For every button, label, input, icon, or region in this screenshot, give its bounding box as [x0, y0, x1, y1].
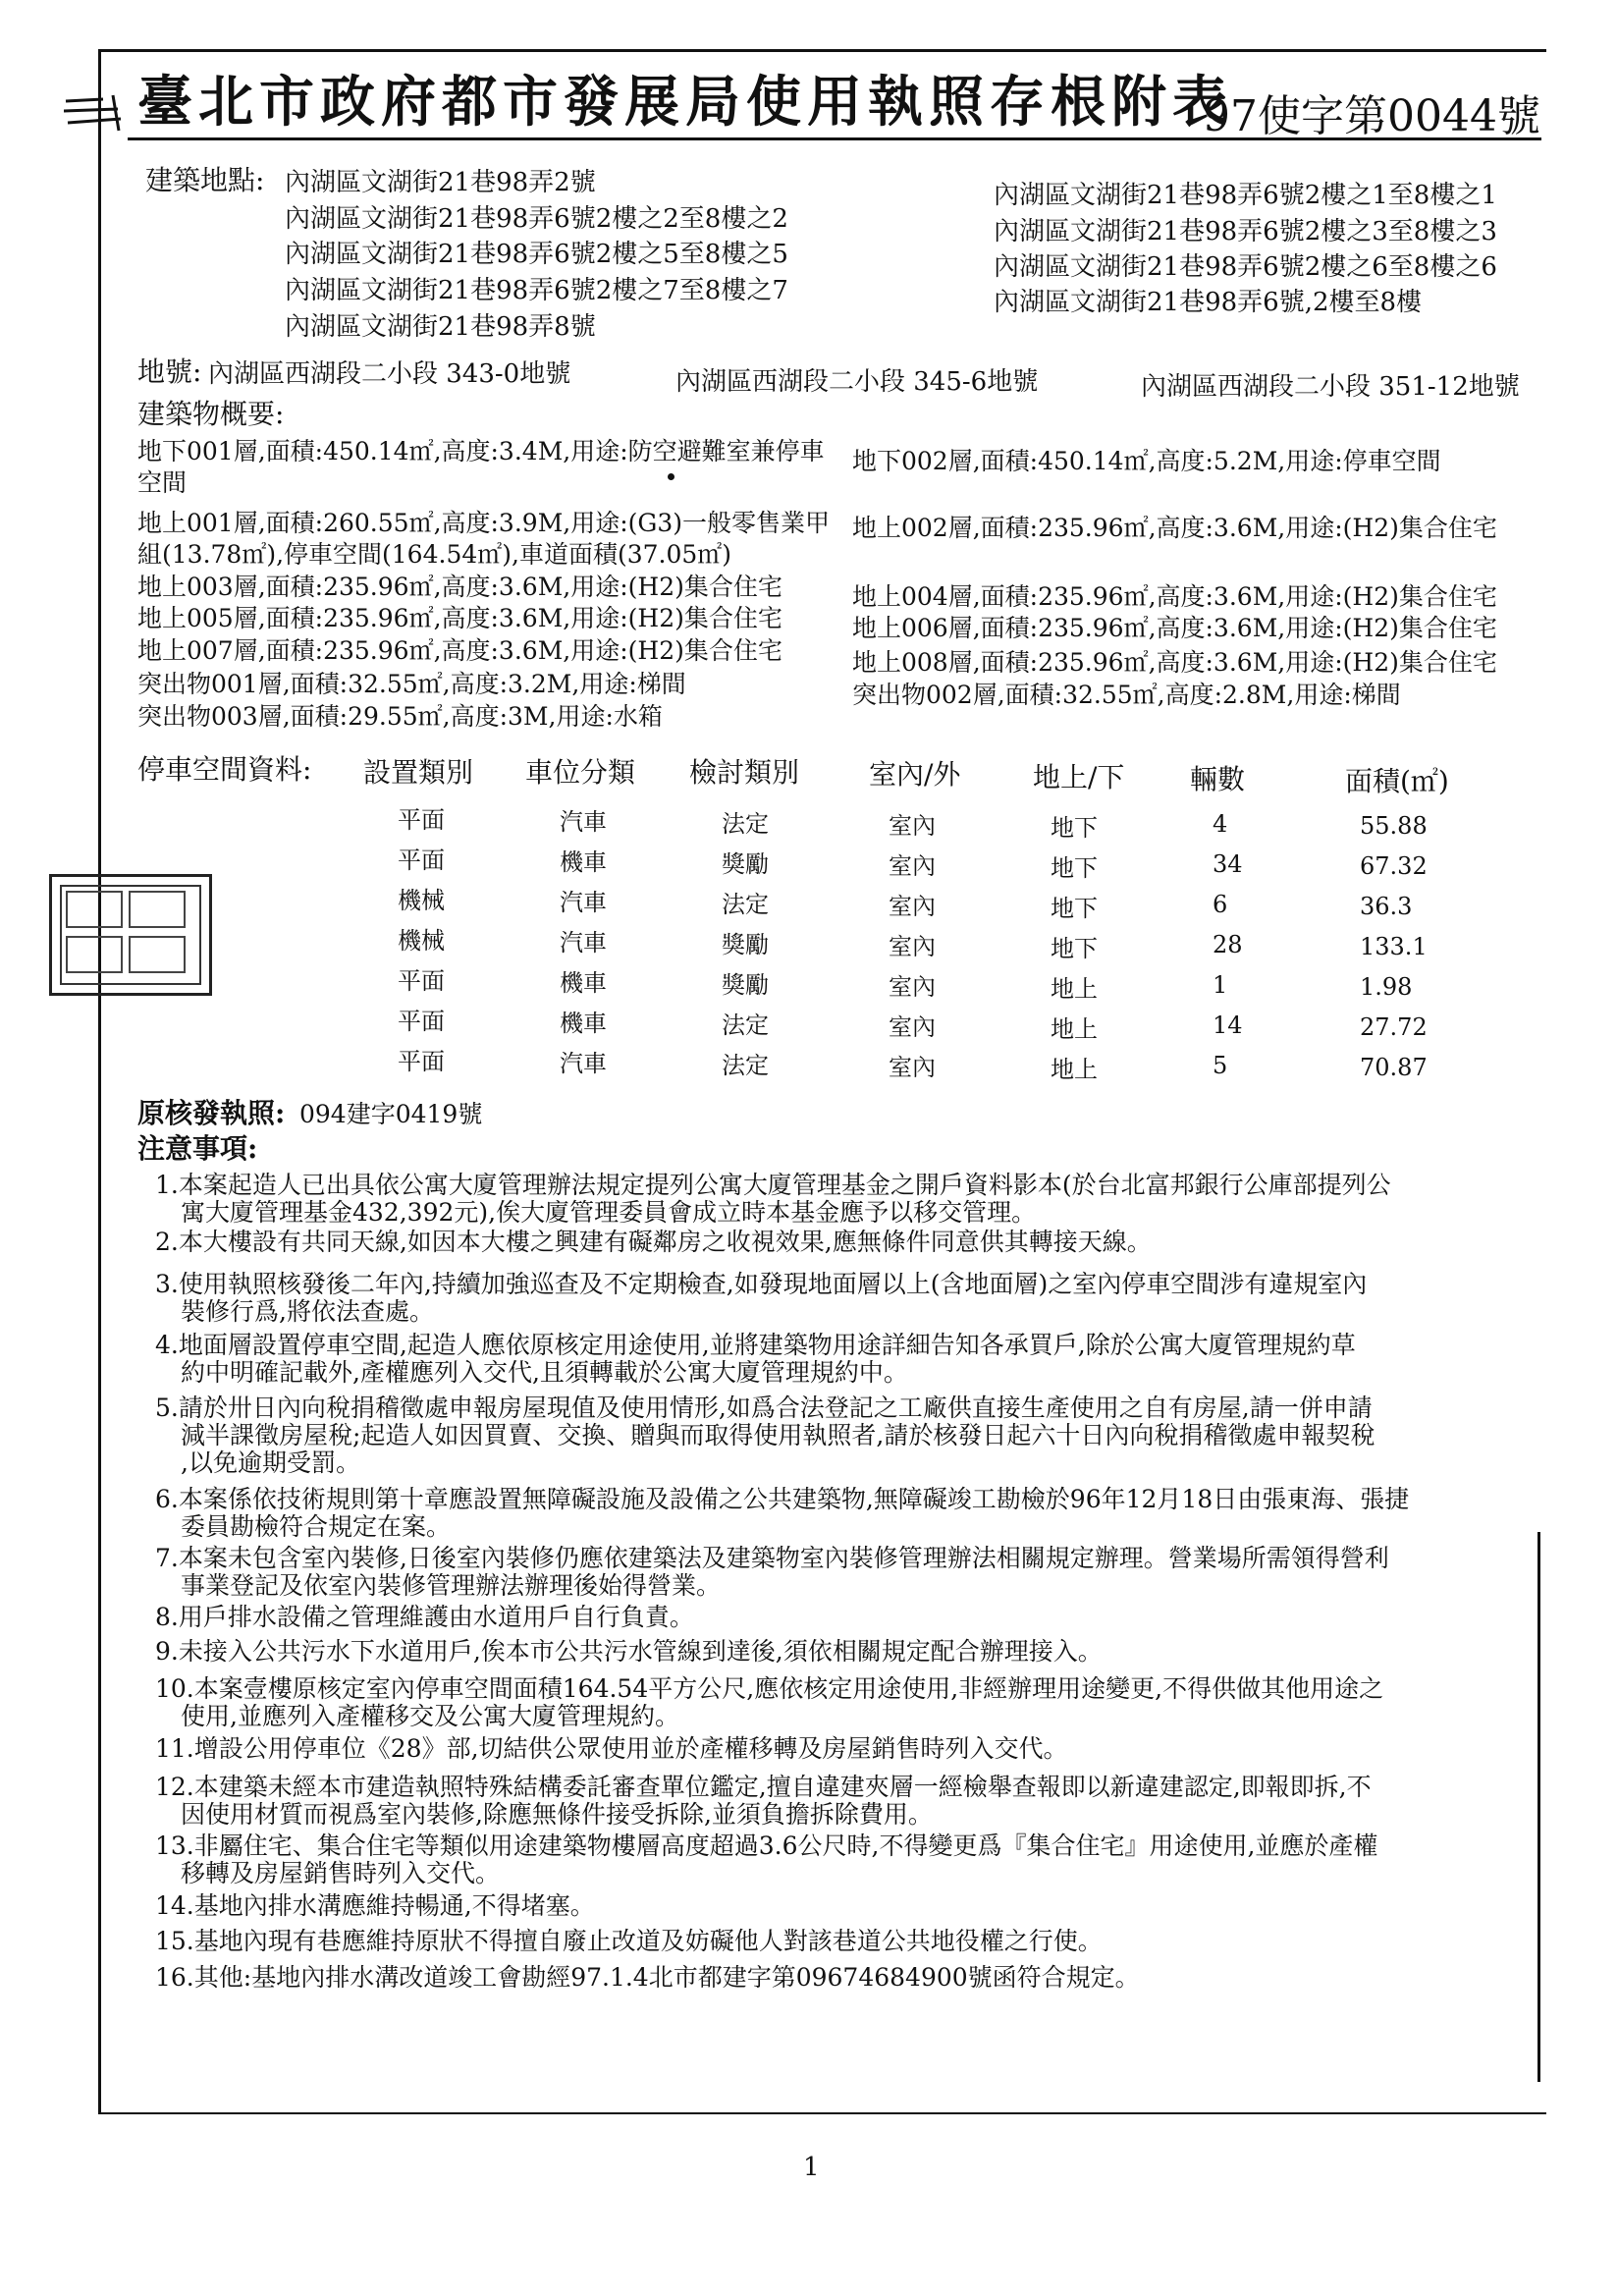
note-text: 本案未包含室內裝修,日後室內裝修仍應依建築法及建築物室內裝修管理辦法相關規定辦理。營業場所需領得營利 [178, 1544, 1389, 1572]
note-number: 4. [155, 1331, 179, 1359]
overview-right-line: 地上006層,面積:235.96㎡,高度:3.6M,用途:(H2)集合住宅 [852, 614, 1497, 642]
note-text: 因使用材質而視爲室內裝修,除應無條件接受拆除,並須負擔拆除費用。 [181, 1800, 933, 1829]
note-number: 10. [155, 1674, 194, 1703]
parking-cell: 汽車 [560, 1050, 607, 1077]
note-text: 增設公用停車位《28》部,切結供公眾使用並於產權移轉及房屋銷售時列入交代。 [193, 1734, 1068, 1763]
note-item [155, 1604, 694, 1631]
note-text: 非屬住宅、集合住宅等類似用途建築物樓層高度超過3.6公尺時,不得變更爲『集合住宅』用途使用,並應於產權 [193, 1831, 1378, 1860]
location-left-address: 內湖區文湖街21巷98弄6號2樓之7至8樓之7 [285, 276, 788, 305]
original-license-value: 094建字0419號 [299, 1100, 483, 1128]
parking-cell: 平面 [398, 1008, 445, 1035]
parking-cell: 機械 [398, 887, 445, 914]
overview-right-line: 突出物002層,面積:32.55㎡,高度:2.8M,用途:梯間 [852, 681, 1401, 709]
parking-cell: 獎勵 [722, 971, 769, 999]
parking-cell: 法定 [722, 891, 769, 918]
note-text: 約中明確記載外,產權應列入交代,且須轉載於公寓大廈管理規約中。 [181, 1358, 908, 1387]
parking-cell: 汽車 [560, 889, 607, 916]
parking-cell: 機械 [398, 927, 445, 955]
note-item [155, 1545, 1389, 1600]
lot-item: 內湖區西湖段二小段 351-12地號 [1141, 372, 1520, 402]
note-text: 本案壹樓原核定室內停車空間面積164.54平方公尺,應依核定用途使用,非經辦理用途變更,不得供做其他用途之 [193, 1674, 1384, 1703]
overview-right-line: 地上002層,面積:235.96㎡,高度:3.6M,用途:(H2)集合住宅 [852, 514, 1497, 542]
parking-header: 檢討類別 [689, 756, 800, 789]
note-number: 2. [155, 1228, 179, 1256]
parking-cell: 法定 [722, 810, 769, 838]
parking-cell: 5 [1213, 1052, 1228, 1079]
parking-cell: 室內 [889, 1054, 936, 1081]
overview-right-line: 地上008層,面積:235.96㎡,高度:3.6M,用途:(H2)集合住宅 [852, 648, 1497, 677]
parking-cell: 機車 [560, 1010, 607, 1037]
note-number: 13. [155, 1831, 194, 1860]
parking-cell: 平面 [398, 806, 445, 834]
overview-right-line: 地下002層,面積:450.14㎡,高度:5.2M,用途:停車空間 [852, 447, 1441, 475]
overview-left-line: 地上005層,面積:235.96㎡,高度:3.6M,用途:(H2)集合住宅 [137, 604, 782, 632]
parking-cell: 地下 [1051, 814, 1098, 842]
parking-cell: 27.72 [1360, 1013, 1428, 1041]
frame-right-edge [1537, 1532, 1540, 2082]
parking-cell: 地上 [1051, 1056, 1098, 1083]
note-number: 9. [155, 1637, 179, 1666]
parking-cell: 28 [1213, 931, 1243, 958]
note-item [155, 1394, 1375, 1477]
note-text: 地面層設置停車空間,起造人應依原核定用途使用,並將建築物用途詳細告知各承買戶,除於公寓大廈管理規約草 [178, 1331, 1356, 1359]
note-number: 11. [155, 1734, 194, 1763]
note-number: 8. [155, 1603, 179, 1631]
parking-cell: 平面 [398, 1048, 445, 1075]
parking-header: 輛數 [1190, 763, 1246, 795]
parking-cell: 地上 [1051, 1015, 1098, 1043]
note-number: 6. [155, 1485, 179, 1513]
note-text: 移轉及房屋銷售時列入交代。 [181, 1859, 501, 1887]
note-text: 寓大廈管理基金432,392元),俟大廈管理委員會成立時本基金應予以移交管理。 [181, 1198, 1037, 1227]
note-item [155, 1892, 595, 1920]
note-number: 16. [155, 1963, 194, 1992]
overview-left-line: 地上003層,面積:235.96㎡,高度:3.6M,用途:(H2)集合住宅 [137, 573, 782, 601]
note-text: 本大樓設有共同天線,如因本大樓之興建有礙鄰房之收視效果,應無條件同意供其轉接天線。 [178, 1228, 1152, 1256]
note-text: 請於卅日內向稅捐稽徵處申報房屋現值及使用情形,如爲合法登記之工廠供直接生產使用之自有房屋,請一併申請 [178, 1394, 1373, 1422]
parking-cell: 67.32 [1360, 852, 1428, 880]
parking-cell: 室內 [889, 1013, 936, 1041]
note-item [155, 1675, 1383, 1730]
scan-speck [668, 473, 674, 480]
parking-header: 車位分類 [525, 756, 636, 789]
page-title: 臺北市政府都市發展局使用執照存根附表 [137, 70, 1233, 135]
note-text: 用戶排水設備之管理維護由水道用戶自行負責。 [178, 1603, 694, 1631]
note-item [155, 1486, 1409, 1541]
parking-cell: 獎勵 [722, 931, 769, 958]
overview-left-line: 地上007層,面積:235.96㎡,高度:3.6M,用途:(H2)集合住宅 [137, 636, 782, 665]
note-text: 裝修行爲,將依法查處。 [181, 1297, 434, 1326]
note-number: 14. [155, 1891, 194, 1920]
parking-cell: 室內 [889, 893, 936, 920]
parking-label: 停車空間資料: [137, 753, 312, 786]
parking-cell: 汽車 [560, 929, 607, 957]
overview-left-line: 地下001層,面積:450.14㎡,高度:3.4M,用途:防空避難室兼停車 [137, 437, 825, 465]
location-left-address: 內湖區文湖街21巷98弄6號2樓之2至8樓之2 [285, 204, 788, 234]
note-item [155, 1964, 1140, 1992]
note-item [155, 1229, 1152, 1256]
location-right-address: 內湖區文湖街21巷98弄6號,2樓至8樓 [994, 288, 1423, 317]
parking-cell: 機車 [560, 848, 607, 876]
location-right-address: 內湖區文湖街21巷98弄6號2樓之6至8樓之6 [994, 252, 1497, 282]
note-text: 其他:基地內排水溝改道竣工會勘經97.1.4北市都建字第09674684900號函符合規定。 [193, 1963, 1140, 1992]
parking-cell: 4 [1213, 810, 1228, 838]
page-number: 1 [803, 2153, 820, 2182]
note-text: 本案起造人已出具依公寓大廈管理辦法規定提列公寓大廈管理基金之開戶資料影本(於台北富邦銀行公庫部提列公 [178, 1171, 1391, 1199]
note-text: ,以免逾期受罰。 [181, 1449, 360, 1477]
note-number: 12. [155, 1773, 194, 1801]
note-text: 使用執照核發後二年內,持續加強巡查及不定期檢查,如發現地面層以上(含地面層)之室內停車空間涉有違規室內 [178, 1270, 1368, 1298]
parking-cell: 室內 [889, 933, 936, 960]
parking-cell: 室內 [889, 812, 936, 840]
note-text: 未接入公共污水下水道用戶,俟本市公共污水管線到達後,須依相關規定配合辦理接入。 [178, 1637, 1103, 1666]
note-item [155, 1638, 1103, 1666]
parking-cell: 1 [1213, 971, 1228, 999]
parking-cell: 法定 [722, 1052, 769, 1079]
parking-cell: 地下 [1051, 935, 1098, 962]
scan-artifact-mark [64, 93, 123, 133]
location-right-address: 內湖區文湖街21巷98弄6號2樓之1至8樓之1 [994, 181, 1497, 210]
parking-cell: 6 [1213, 891, 1228, 918]
parking-cell: 34 [1213, 850, 1243, 878]
note-number: 15. [155, 1927, 194, 1955]
parking-cell: 室內 [889, 973, 936, 1001]
note-text: 委員勘檢符合規定在案。 [181, 1512, 452, 1541]
note-text: 基地內排水溝應維持暢通,不得堵塞。 [193, 1891, 595, 1920]
note-number: 7. [155, 1544, 179, 1572]
overview-left-line: 地上001層,面積:260.55㎡,高度:3.9M,用途:(G3)一般零售業甲 [137, 509, 831, 537]
parking-cell: 機車 [560, 969, 607, 997]
parking-cell: 汽車 [560, 808, 607, 836]
overview-label: 建築物概要: [137, 398, 285, 430]
overview-right-line: 地上004層,面積:235.96㎡,高度:3.6M,用途:(H2)集合住宅 [852, 582, 1497, 611]
parking-cell: 地下 [1051, 854, 1098, 882]
parking-cell: 36.3 [1360, 893, 1413, 920]
original-license-label: 原核發執照: [137, 1097, 286, 1129]
note-number: 5. [155, 1394, 179, 1422]
note-item [155, 1774, 1372, 1829]
note-text: 本建築未經本市建造執照特殊結構委託審查單位鑑定,擅自違建夾層一經檢舉查報即以新違建認定,即報即拆,不 [193, 1773, 1372, 1801]
overview-left-line: 突出物001層,面積:32.55㎡,高度:3.2M,用途:梯間 [137, 670, 686, 698]
location-left-address: 內湖區文湖街21巷98弄2號 [285, 168, 596, 197]
overview-left-line: 空間 [137, 468, 188, 497]
note-number: 1. [155, 1171, 179, 1199]
location-left-address: 內湖區文湖街21巷98弄8號 [285, 312, 596, 342]
parking-cell: 法定 [722, 1011, 769, 1039]
note-number: 3. [155, 1270, 179, 1298]
parking-header: 地上/下 [1033, 761, 1125, 793]
parking-cell: 獎勵 [722, 850, 769, 878]
location-label: 建築地點: [145, 164, 265, 196]
location-right-address: 內湖區文湖街21巷98弄6號2樓之3至8樓之3 [994, 217, 1497, 246]
parking-cell: 室內 [889, 852, 936, 880]
notes-heading: 注意事項: [137, 1132, 258, 1165]
parking-cell: 55.88 [1360, 812, 1428, 840]
overview-left-line: 突出物003層,面積:29.55㎡,高度:3M,用途:水箱 [137, 702, 663, 731]
parking-cell: 1.98 [1360, 973, 1413, 1001]
parking-cell: 平面 [398, 847, 445, 874]
parking-cell: 地下 [1051, 895, 1098, 922]
note-item [155, 1172, 1391, 1227]
note-item [155, 1332, 1356, 1387]
note-item [155, 1928, 1103, 1955]
note-text: 事業登記及依室內裝修管理辦法辦理後始得營業。 [181, 1571, 722, 1600]
parking-header: 面積(㎡) [1345, 765, 1449, 797]
note-text: 本案係依技術規則第十章應設置無障礙設施及設備之公共建築物,無障礙竣工勘檢於96年12月18日由張東海、張捷 [178, 1485, 1410, 1513]
lot-item: 內湖區西湖段二小段 345-6地號 [675, 367, 1039, 397]
official-seal-stamp [49, 874, 212, 996]
parking-cell: 133.1 [1360, 933, 1428, 960]
parking-header: 室內/外 [869, 758, 961, 791]
note-item [155, 1271, 1367, 1326]
note-text: 使用,並應列入產權移交及公寓大廈管理規約。 [181, 1702, 679, 1730]
parking-cell: 平面 [398, 967, 445, 995]
parking-header: 設置類別 [363, 756, 474, 789]
parking-cell: 地上 [1051, 975, 1098, 1003]
parking-cell: 14 [1213, 1011, 1243, 1039]
location-left-address: 內湖區文湖街21巷98弄6號2樓之5至8樓之5 [285, 240, 788, 269]
permit-number: 97使字第0044號 [1203, 91, 1540, 141]
note-item [155, 1735, 1068, 1763]
note-text: 基地內現有巷應維持原狀不得擅自廢止改道及妨礙他人對該巷道公共地役權之行使。 [193, 1927, 1103, 1955]
lots-label: 地號: [137, 355, 202, 388]
overview-left-line: 組(13.78㎡),停車空間(164.54㎡),車道面積(37.05㎡) [137, 540, 732, 569]
lot-item: 內湖區西湖段二小段 343-0地號 [208, 359, 571, 389]
note-item [155, 1832, 1377, 1887]
note-text: 減半課徵房屋稅;起造人如因買賣、交換、贈與而取得使用執照者,請於核發日起六十日內向稅捐稽徵處申報契稅 [181, 1421, 1375, 1449]
parking-cell: 70.87 [1360, 1054, 1428, 1081]
